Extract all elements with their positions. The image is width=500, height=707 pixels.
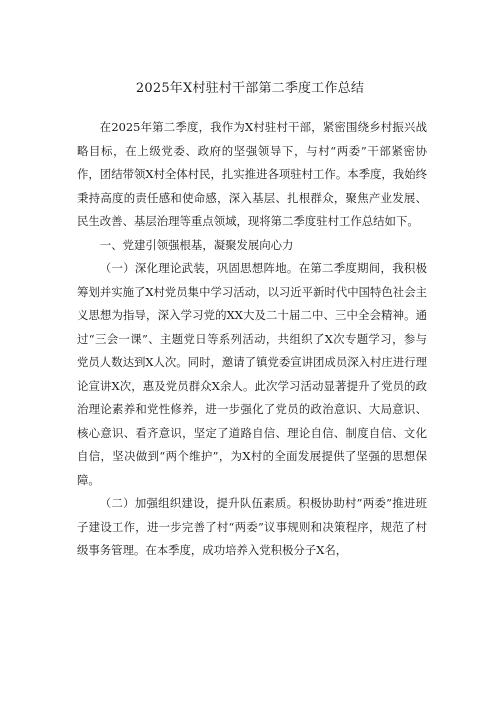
document-body xyxy=(77,116,427,563)
document-title: 2025年X村驻村干部第二季度工作总结 xyxy=(135,81,365,96)
paragraph-theory: （一）深化理论武装，巩固思想阵地。在第二季度期间，我积极筹划并实施了X村党员集中学习活动，以习近平新时代中国特色社会主义思想为指导，深入学习党的XX大及二十届二中、三中全会精神。通过“三会一课”、主题党日等系列活动，共组织了X次专题学习，参与党员人数达到X人次。同时，邀请了镇党委宣讲团成员深入村庄进行理论宣讲X次，惠及党员群众X余人。此次学习活动显著提升了党员的政治理论素养和党性修养，进一步强化了党员的政治意识、大局意识、核心意识、看齐意识，坚定了道路自信、理论自信、制度自信、文化自信，坚决做到“两个维护”，为X村的全面发展提供了坚强的思想保障。 xyxy=(77,261,427,487)
paragraph-intro: 在2025年第二季度，我作为X村驻村干部，紧密围绕乡村振兴战略目标，在上级党委、政府的坚强领导下，与村“两委”干部紧密协作，团结带领X村全体村民，扎实推进各项驻村工作。本季度，我始终秉持高度的责任感和使命感，深入基层、扎根群众，聚焦产业发展、民生改善、基层治理等重点领域，现将第二季度驻村工作总结如下。 xyxy=(77,120,427,228)
section-heading-1: 一、党建引领强根基，凝聚发展向心力 xyxy=(99,237,294,252)
paragraph-organization: （二）加强组织建设，提升队伍素质。积极协助村”两委”推进班子建设工作，进一步完善了村“两委”议事规则和决策程序，规范了村级事务管理。在本季度，成功培养入党积极分子X名， xyxy=(77,496,427,557)
